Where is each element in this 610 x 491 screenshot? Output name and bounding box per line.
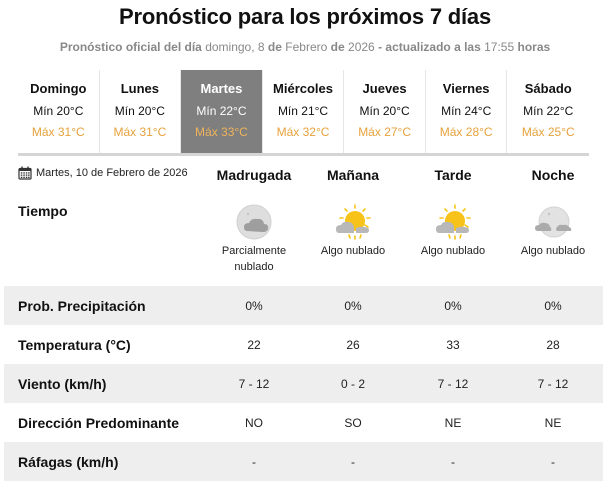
period-noche: Noche: [531, 167, 575, 183]
subtitle-updated: - actualizado a las: [378, 40, 481, 54]
sun-cloud-icon: [333, 203, 373, 241]
moon-cloud-icon: [234, 203, 274, 241]
table-row-wind: [4, 364, 603, 403]
cell-madrugada: 0%: [245, 298, 263, 313]
cell-noche: 7 - 12: [537, 376, 569, 391]
table-row-temperature: [4, 325, 603, 364]
weather-manana: [303, 203, 403, 259]
subtitle-month: Febrero: [285, 40, 328, 54]
row-label: Ráfagas (km/h): [18, 453, 119, 470]
day-max-temp: Máx 33°C: [195, 125, 248, 139]
day-name: Martes: [200, 81, 243, 96]
day-min-temp: Mín 22°C: [196, 104, 247, 118]
weather-madrugada: [204, 203, 304, 275]
row-label: Prob. Precipitación: [18, 297, 146, 314]
sun-cloud-icon: [433, 203, 473, 241]
tab-lunes[interactable]: [100, 70, 182, 153]
cell-tarde: 33: [446, 337, 460, 352]
weather-tarde: [403, 203, 503, 259]
subtitle-de2: de: [330, 40, 345, 54]
cell-tarde: 0%: [444, 298, 462, 313]
cell-manana: -: [351, 454, 355, 469]
day-max-temp: Máx 28°C: [439, 125, 493, 139]
forecast-subtitle: [0, 40, 610, 54]
weather-row-label: Tiempo: [18, 203, 68, 219]
subtitle-hours: horas: [517, 40, 551, 54]
cell-madrugada: 7 - 12: [238, 376, 270, 391]
table-row-direction: [4, 403, 603, 442]
tab-miercoles[interactable]: [263, 70, 345, 153]
row-label: Dirección Predominante: [18, 414, 180, 431]
cell-tarde: -: [451, 454, 455, 469]
day-name: Sábado: [524, 81, 572, 96]
calendar-icon: [18, 166, 32, 180]
cell-manana: SO: [344, 415, 362, 430]
day-name: Domingo: [30, 81, 87, 96]
row-label: Temperatura (°C): [18, 336, 131, 353]
moon-clouds-icon: [533, 203, 573, 241]
tab-jueves[interactable]: [344, 70, 426, 153]
subtitle-year: 2026: [348, 40, 375, 54]
cell-noche: -: [551, 454, 555, 469]
day-name: Jueves: [362, 81, 407, 96]
page-title: Pronóstico para los próximos 7 días: [119, 4, 491, 29]
cell-tarde: NE: [444, 415, 462, 430]
cell-madrugada: 22: [247, 337, 261, 352]
day-name: Miércoles: [273, 81, 334, 96]
cell-tarde: 7 - 12: [437, 376, 469, 391]
day-max-temp: Máx 32°C: [276, 125, 330, 139]
tab-sabado[interactable]: [507, 70, 589, 153]
day-min-temp: Mín 24°C: [441, 104, 492, 118]
day-name: Lunes: [120, 81, 160, 96]
cell-manana: 0 - 2: [340, 376, 365, 391]
weather-description: Algo nublado: [420, 245, 486, 257]
day-tabs: [18, 70, 589, 156]
period-manana: Mañana: [326, 167, 380, 183]
day-max-temp: Máx 31°C: [31, 125, 85, 139]
day-min-temp: Mín 22°C: [523, 104, 574, 118]
tab-domingo[interactable]: [18, 70, 100, 153]
cell-manana: 0%: [344, 298, 362, 313]
day-min-temp: Mín 20°C: [33, 104, 84, 118]
weather-description: Parcialmente nublado: [221, 245, 287, 273]
tab-viernes[interactable]: [426, 70, 508, 153]
period-madrugada: Madrugada: [216, 167, 292, 183]
tab-martes[interactable]: [181, 70, 263, 153]
cell-madrugada: NO: [245, 415, 263, 430]
subtitle-de: de: [267, 40, 282, 54]
day-max-temp: Máx 27°C: [358, 125, 412, 139]
day-name: Viernes: [442, 81, 490, 96]
subtitle-weekday: domingo, 8: [205, 40, 265, 54]
cell-noche: NE: [544, 415, 562, 430]
cell-manana: 26: [346, 337, 360, 352]
cell-madrugada: -: [252, 454, 256, 469]
day-min-temp: Mín 21°C: [277, 104, 329, 118]
table-row-gusts: [4, 442, 603, 481]
day-max-temp: Máx 31°C: [113, 125, 167, 139]
selected-date-text: Martes, 10 de Febrero de 2026: [36, 167, 188, 179]
table-row-precipitation: [4, 286, 603, 325]
day-min-temp: Mín 20°C: [114, 104, 165, 118]
weather-noche: [503, 203, 603, 259]
weather-description: Algo nublado: [320, 245, 386, 257]
cell-noche: 28: [546, 337, 560, 352]
cell-noche: 0%: [544, 298, 562, 313]
period-tarde: Tarde: [434, 167, 472, 183]
subtitle-prefix: Pronóstico oficial del día: [59, 40, 202, 54]
row-label: Viento (km/h): [18, 375, 107, 392]
weather-description: Algo nublado: [520, 245, 586, 257]
forecast-table: [4, 286, 603, 481]
subtitle-time: 17:55: [484, 40, 515, 54]
day-max-temp: Máx 25°C: [521, 125, 575, 139]
selected-date: [18, 166, 188, 180]
day-min-temp: Mín 20°C: [359, 104, 410, 118]
